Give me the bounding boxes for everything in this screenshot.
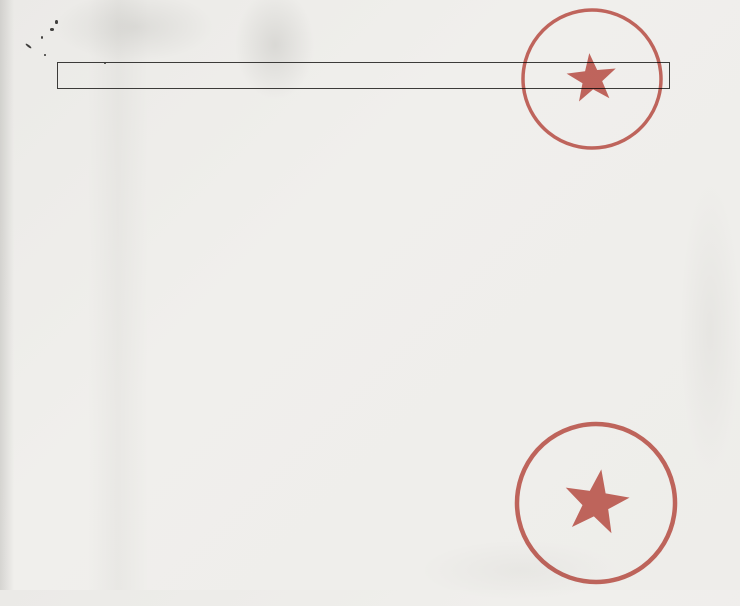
scan-smudge xyxy=(88,0,148,590)
page-title xyxy=(58,63,670,89)
developer-company-seal-icon xyxy=(493,400,699,606)
scan-smudge xyxy=(420,540,620,600)
scan-edge-shadow xyxy=(0,0,14,590)
ink-speck xyxy=(25,43,32,49)
scan-smudge xyxy=(55,0,215,62)
ink-speck xyxy=(44,54,46,56)
seal-star-icon xyxy=(560,464,633,535)
ink-speck xyxy=(50,28,54,31)
table-title-row xyxy=(58,63,670,89)
scan-smudge xyxy=(680,180,740,480)
price-table xyxy=(57,62,670,89)
ink-speck xyxy=(41,36,43,39)
ink-speck xyxy=(55,20,58,24)
